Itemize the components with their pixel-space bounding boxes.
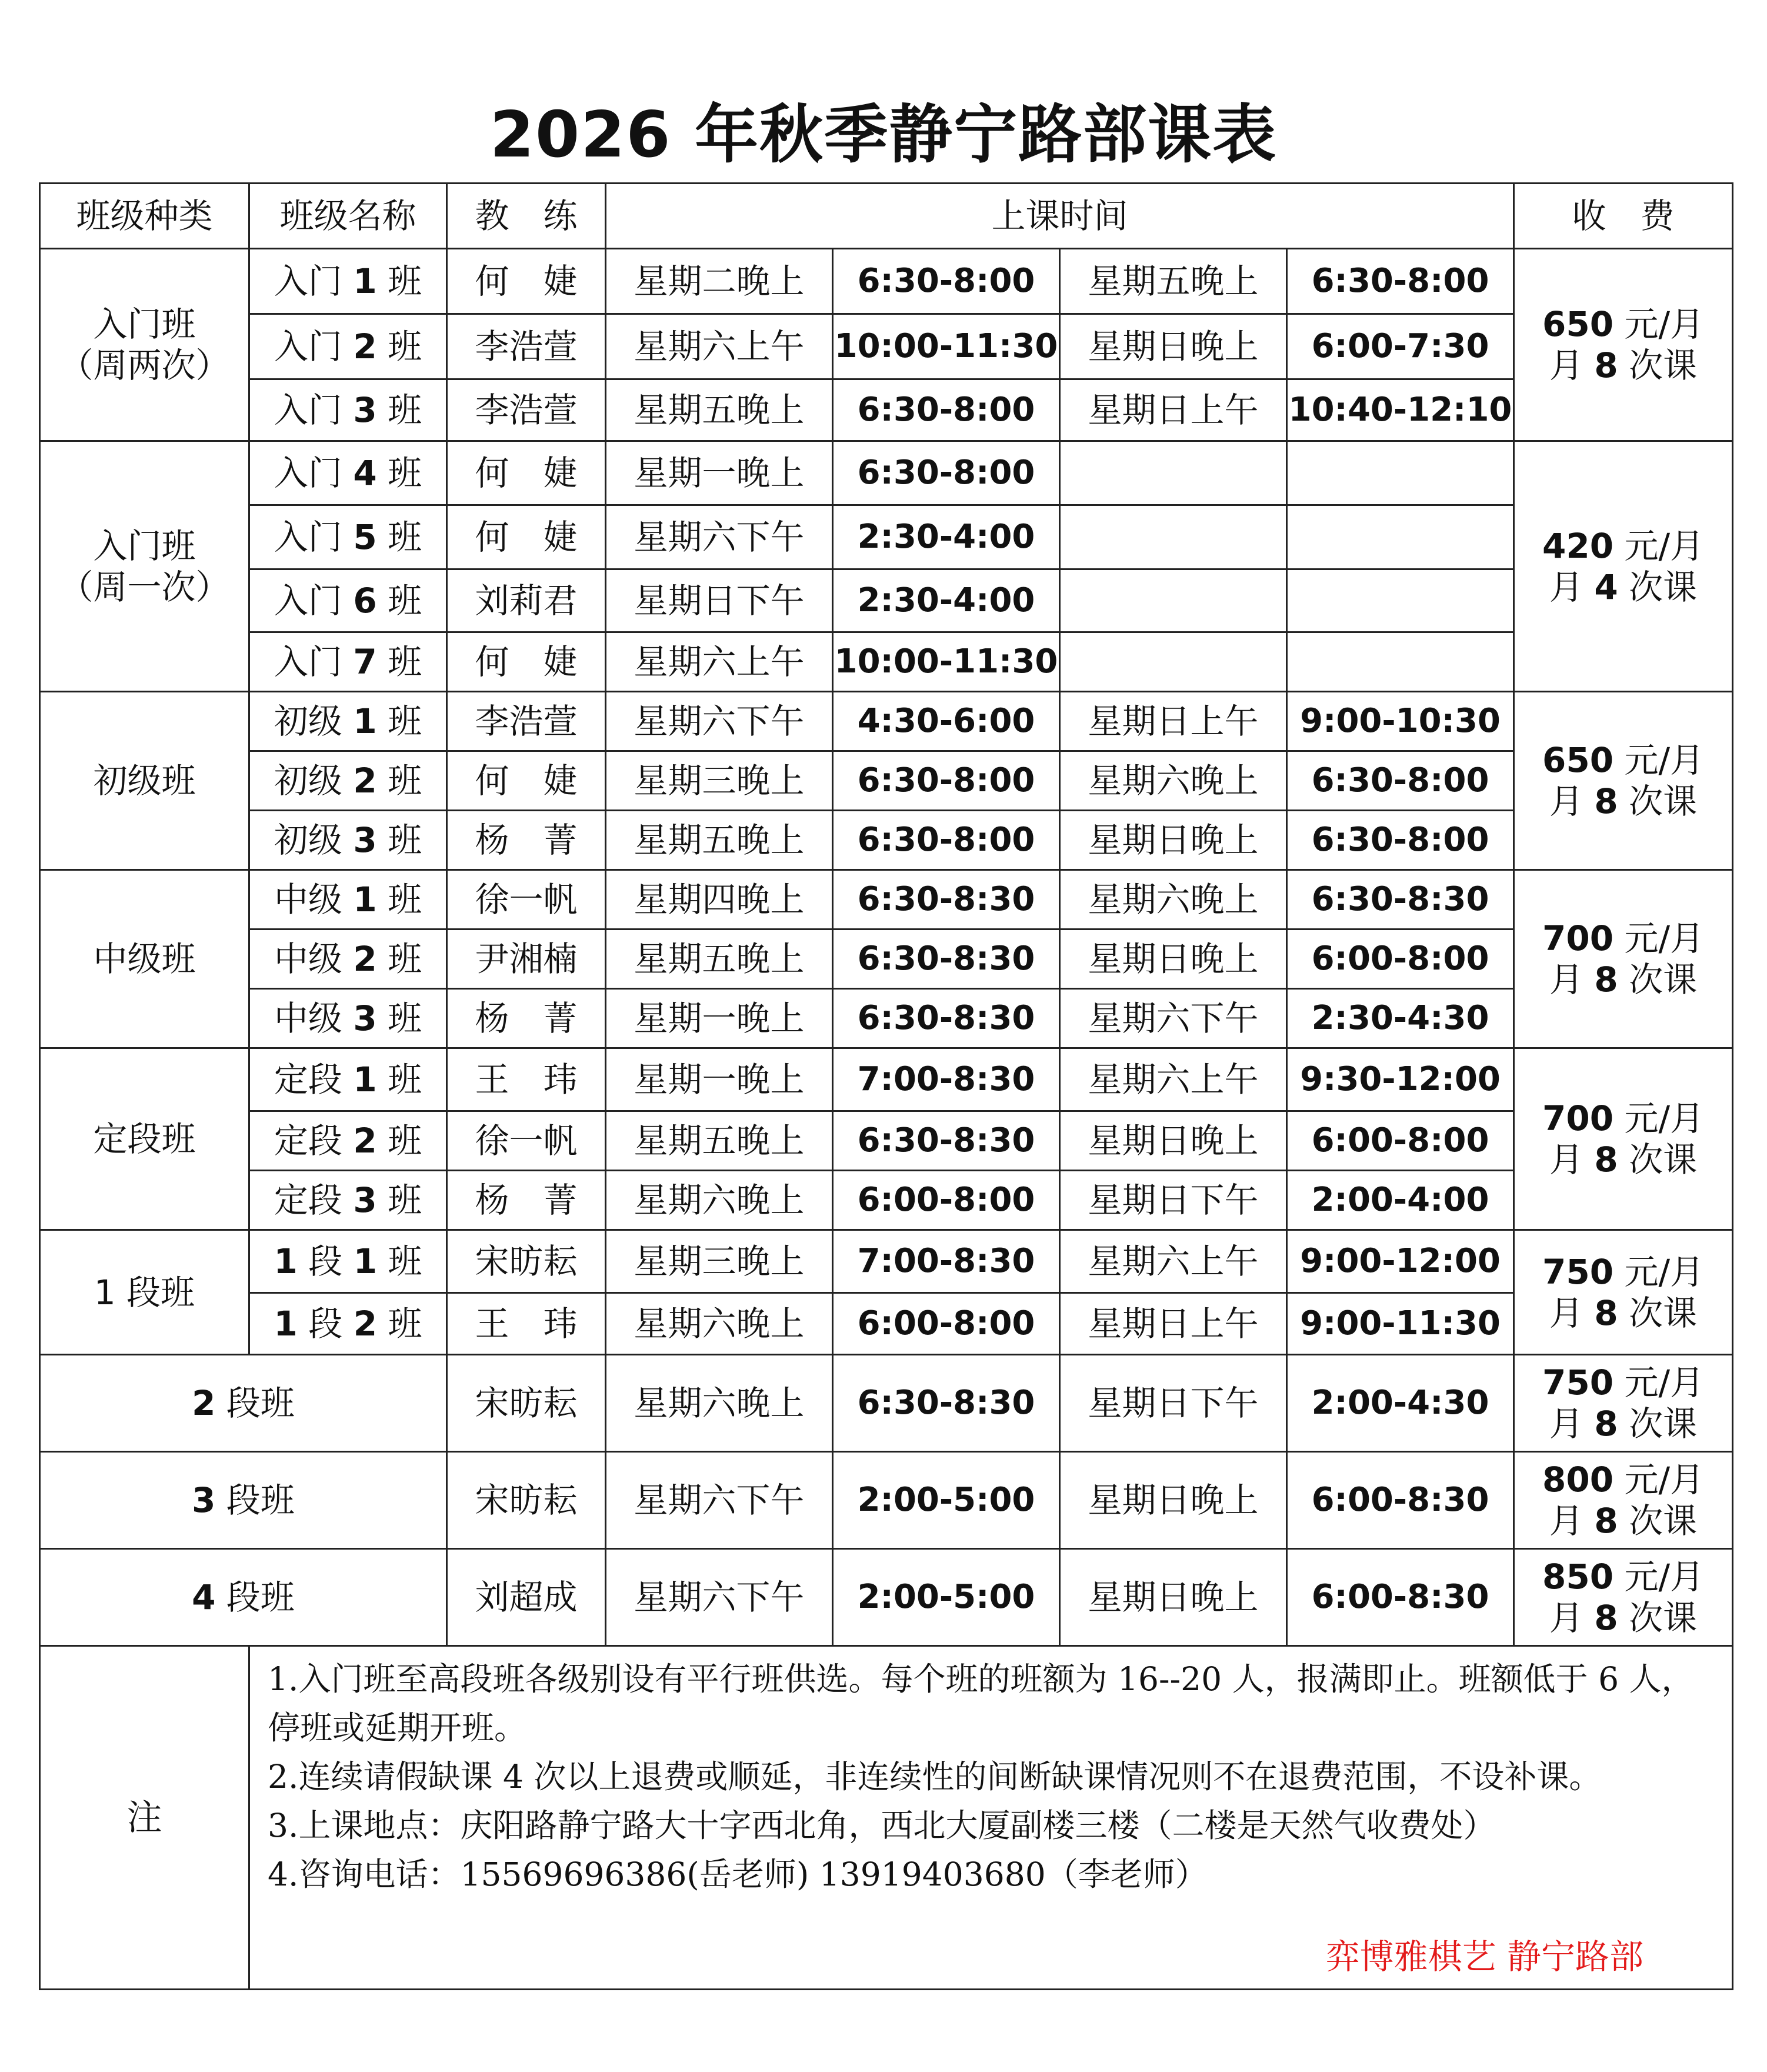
- page-title: 2026 年秋季静宁路部课表: [489, 98, 1278, 172]
- table-row: [40, 379, 1733, 441]
- class-category: [40, 692, 249, 870]
- fee: [1514, 441, 1733, 692]
- day-1: 星期日下午: [606, 569, 833, 632]
- time-1: 2:00-5:00: [833, 1549, 1060, 1646]
- day-2: 星期日上午: [1060, 379, 1287, 441]
- table-row: [40, 1549, 1733, 1646]
- day-1: 星期五晚上: [606, 1111, 833, 1171]
- class-name: 2 段班: [40, 1355, 447, 1452]
- time-2: 2:30-4:30: [1287, 989, 1514, 1048]
- coach: 李浩萱: [447, 379, 606, 441]
- fee-line: 800 元/月: [1542, 1460, 1705, 1500]
- time-2: 9:30-12:00: [1287, 1048, 1514, 1111]
- table-row: [40, 1111, 1733, 1171]
- schedule-table: [39, 182, 1733, 1990]
- time-1: 10:00-11:30: [833, 314, 1060, 379]
- class-name: 中级 3 班: [249, 989, 447, 1048]
- coach: 王 玮: [447, 1048, 606, 1111]
- day-2: 星期日下午: [1060, 1355, 1287, 1452]
- day-2: 星期日晚上: [1060, 1452, 1287, 1549]
- header-time: 上课时间: [606, 184, 1514, 249]
- class-name: 初级 2 班: [249, 751, 447, 811]
- notes-row: [40, 1646, 1733, 1990]
- table-row: [40, 441, 1733, 505]
- day-1: 星期三晚上: [606, 1230, 833, 1293]
- time-2: [1287, 441, 1514, 505]
- category-line: 定段班: [93, 1119, 196, 1159]
- day-2: 星期六上午: [1060, 1048, 1287, 1111]
- day-1: 星期四晚上: [606, 870, 833, 930]
- coach: 王 玮: [447, 1293, 606, 1355]
- coach: 何 婕: [447, 751, 606, 811]
- day-1: 星期五晚上: [606, 379, 833, 441]
- time-1: 6:30-8:30: [833, 1355, 1060, 1452]
- day-1: 星期五晚上: [606, 811, 833, 870]
- coach: 宋昉耘: [447, 1230, 606, 1293]
- day-1: 星期一晚上: [606, 989, 833, 1048]
- time-1: 6:30-8:00: [833, 441, 1060, 505]
- day-1: 星期二晚上: [606, 249, 833, 314]
- day-2: [1060, 505, 1287, 569]
- class-name: 入门 3 班: [249, 379, 447, 441]
- table-row: [40, 1452, 1733, 1549]
- fee: [1514, 692, 1733, 870]
- fee-line: 月 8 次课: [1549, 781, 1698, 821]
- note-item: 1.入门班至高段班各级别设有平行班供选。每个班的班额为 16--20 人，报满即止。班额低于 6 人，停班或延期开班。: [268, 1660, 1694, 1747]
- header-coach: 教 练: [447, 184, 606, 249]
- class-name: 初级 3 班: [249, 811, 447, 870]
- class-name: 中级 1 班: [249, 870, 447, 930]
- time-1: 6:30-8:30: [833, 870, 1060, 930]
- fee-line: 月 8 次课: [1549, 960, 1698, 1000]
- day-1: 星期六上午: [606, 632, 833, 692]
- time-2: 9:00-11:30: [1287, 1293, 1514, 1355]
- fee-line: 月 8 次课: [1549, 1501, 1698, 1541]
- time-2: 6:30-8:30: [1287, 870, 1514, 930]
- time-1: 7:00-8:30: [833, 1230, 1060, 1293]
- day-2: 星期五晚上: [1060, 249, 1287, 314]
- notes-label: 注: [40, 1646, 249, 1990]
- table-row: [40, 751, 1733, 811]
- header-fee: 收 费: [1514, 184, 1733, 249]
- note-item: 4.咨询电话：15569696386(岳老师) 13919403680（李老师）: [268, 1856, 1208, 1893]
- time-2: 2:00-4:30: [1287, 1355, 1514, 1452]
- header-row: [40, 184, 1733, 249]
- category-line: （周两次）: [59, 345, 230, 385]
- day-2: 星期日下午: [1060, 1171, 1287, 1230]
- coach: 何 婕: [447, 441, 606, 505]
- fee-line: 月 8 次课: [1549, 1292, 1698, 1333]
- coach: 李浩萱: [447, 692, 606, 751]
- class-category: [40, 249, 249, 441]
- time-2: 6:00-8:30: [1287, 1452, 1514, 1549]
- fee: [1514, 249, 1733, 441]
- fee: [1514, 1230, 1733, 1355]
- fee: [1514, 1355, 1733, 1452]
- coach: 李浩萱: [447, 314, 606, 379]
- class-name: 中级 2 班: [249, 930, 447, 989]
- day-1: 星期六下午: [606, 1549, 833, 1646]
- fee-line: 750 元/月: [1542, 1251, 1705, 1292]
- table-row: [40, 1230, 1733, 1293]
- table-row: [40, 249, 1733, 314]
- day-1: 星期六下午: [606, 1452, 833, 1549]
- note-item: 3.上课地点：庆阳路静宁路大十字西北角，西北大厦副楼三楼（二楼是天然气收费处）: [268, 1807, 1496, 1844]
- day-2: 星期日晚上: [1060, 1549, 1287, 1646]
- fee-line: 650 元/月: [1542, 740, 1705, 780]
- table-row: [40, 1171, 1733, 1230]
- class-name: 1 段 1 班: [249, 1230, 447, 1293]
- day-2: 星期日晚上: [1060, 811, 1287, 870]
- coach: 徐一帆: [447, 870, 606, 930]
- header-category: 班级种类: [40, 184, 249, 249]
- time-1: 6:00-8:00: [833, 1293, 1060, 1355]
- class-category: [40, 1230, 249, 1355]
- table-row: [40, 1048, 1733, 1111]
- fee-line: 700 元/月: [1542, 918, 1705, 958]
- category-line: 入门班: [93, 525, 196, 566]
- time-1: 6:30-8:00: [833, 811, 1060, 870]
- fee: [1514, 1048, 1733, 1230]
- time-2: 6:00-8:00: [1287, 930, 1514, 989]
- class-name: 初级 1 班: [249, 692, 447, 751]
- table-row: [40, 870, 1733, 930]
- day-2: 星期六上午: [1060, 1230, 1287, 1293]
- category-line: 中级班: [93, 939, 196, 979]
- fee-line: 750 元/月: [1542, 1363, 1705, 1403]
- fee-line: 650 元/月: [1542, 304, 1705, 344]
- day-1: 星期六晚上: [606, 1355, 833, 1452]
- fee: [1514, 1452, 1733, 1549]
- category-line: （周一次）: [59, 567, 230, 607]
- schedule-body: [40, 249, 1733, 1990]
- coach: 宋昉耘: [447, 1452, 606, 1549]
- fee: [1514, 870, 1733, 1048]
- fee-line: 月 4 次课: [1549, 567, 1698, 607]
- day-2: 星期日上午: [1060, 1293, 1287, 1355]
- table-row: [40, 989, 1733, 1048]
- time-2: 2:00-4:00: [1287, 1171, 1514, 1230]
- class-name: 4 段班: [40, 1549, 447, 1646]
- day-1: 星期一晚上: [606, 1048, 833, 1111]
- day-1: 星期六下午: [606, 692, 833, 751]
- day-2: 星期六晚上: [1060, 870, 1287, 930]
- time-2: 6:30-8:00: [1287, 249, 1514, 314]
- time-1: 6:30-8:30: [833, 930, 1060, 989]
- day-1: 星期五晚上: [606, 930, 833, 989]
- coach: 何 婕: [447, 249, 606, 314]
- time-1: 10:00-11:30: [833, 632, 1060, 692]
- table-row: [40, 505, 1733, 569]
- coach: 何 婕: [447, 632, 606, 692]
- signature: 弈博雅棋艺 静宁路部: [1325, 1937, 1644, 1977]
- coach: 刘莉君: [447, 569, 606, 632]
- day-1: 星期一晚上: [606, 441, 833, 505]
- time-2: 6:30-8:00: [1287, 751, 1514, 811]
- time-2: 9:00-12:00: [1287, 1230, 1514, 1293]
- fee-line: 850 元/月: [1542, 1557, 1705, 1597]
- table-row: [40, 692, 1733, 751]
- coach: 杨 菁: [447, 1171, 606, 1230]
- class-name: 定段 2 班: [249, 1111, 447, 1171]
- day-2: 星期六晚上: [1060, 751, 1287, 811]
- time-2: 6:30-8:00: [1287, 811, 1514, 870]
- time-2: [1287, 505, 1514, 569]
- class-name: 入门 6 班: [249, 569, 447, 632]
- time-1: 6:30-8:30: [833, 989, 1060, 1048]
- coach: 杨 菁: [447, 989, 606, 1048]
- day-2: 星期日晚上: [1060, 930, 1287, 989]
- class-name: 1 段 2 班: [249, 1293, 447, 1355]
- time-2: [1287, 632, 1514, 692]
- fee-line: 月 8 次课: [1549, 1140, 1698, 1180]
- category-line: 1 段班: [94, 1272, 195, 1313]
- fee: [1514, 1549, 1733, 1646]
- coach: 杨 菁: [447, 811, 606, 870]
- time-1: 2:30-4:00: [833, 569, 1060, 632]
- day-2: [1060, 569, 1287, 632]
- day-1: 星期六晚上: [606, 1171, 833, 1230]
- fee-line: 月 8 次课: [1549, 1404, 1698, 1444]
- header-class-name: 班级名称: [249, 184, 447, 249]
- day-1: 星期六下午: [606, 505, 833, 569]
- table-row: [40, 314, 1733, 379]
- class-name: 入门 4 班: [249, 441, 447, 505]
- notes-content: [249, 1646, 1733, 1990]
- note-item: 2.连续请假缺课 4 次以上退费或顺延，非连续性的间断缺课情况则不在退费范围，不设补课。: [268, 1758, 1602, 1795]
- time-2: 9:00-10:30: [1287, 692, 1514, 751]
- day-1: 星期三晚上: [606, 751, 833, 811]
- table-row: [40, 632, 1733, 692]
- class-category: [40, 1048, 249, 1230]
- class-name: 入门 7 班: [249, 632, 447, 692]
- table-row: [40, 811, 1733, 870]
- time-1: 6:00-8:00: [833, 1171, 1060, 1230]
- time-1: 2:00-5:00: [833, 1452, 1060, 1549]
- time-2: 10:40-12:10: [1287, 379, 1514, 441]
- day-2: [1060, 441, 1287, 505]
- class-name: 入门 1 班: [249, 249, 447, 314]
- time-2: 6:00-8:00: [1287, 1111, 1514, 1171]
- category-line: 入门班: [93, 304, 196, 344]
- table-row: [40, 1355, 1733, 1452]
- day-2: 星期六下午: [1060, 989, 1287, 1048]
- class-name: 3 段班: [40, 1452, 447, 1549]
- time-1: 6:30-8:00: [833, 249, 1060, 314]
- day-2: [1060, 632, 1287, 692]
- class-category: [40, 441, 249, 692]
- coach: 尹湘楠: [447, 930, 606, 989]
- coach: 何 婕: [447, 505, 606, 569]
- day-2: 星期日上午: [1060, 692, 1287, 751]
- fee-line: 月 8 次课: [1549, 345, 1698, 385]
- fee-line: 月 8 次课: [1549, 1598, 1698, 1638]
- fee-line: 420 元/月: [1542, 525, 1705, 566]
- coach: 徐一帆: [447, 1111, 606, 1171]
- category-line: 初级班: [93, 761, 196, 801]
- day-1: 星期六晚上: [606, 1293, 833, 1355]
- time-1: 6:30-8:30: [833, 1111, 1060, 1171]
- table-row: [40, 569, 1733, 632]
- time-1: 7:00-8:30: [833, 1048, 1060, 1111]
- time-1: 2:30-4:00: [833, 505, 1060, 569]
- coach: 宋昉耘: [447, 1355, 606, 1452]
- time-1: 6:30-8:00: [833, 751, 1060, 811]
- day-2: 星期日晚上: [1060, 1111, 1287, 1171]
- class-name: 入门 2 班: [249, 314, 447, 379]
- time-2: 6:00-7:30: [1287, 314, 1514, 379]
- class-name: 定段 3 班: [249, 1171, 447, 1230]
- day-2: 星期日晚上: [1060, 314, 1287, 379]
- time-1: 6:30-8:00: [833, 379, 1060, 441]
- table-row: [40, 1293, 1733, 1355]
- table-row: [40, 930, 1733, 989]
- time-2: [1287, 569, 1514, 632]
- day-1: 星期六上午: [606, 314, 833, 379]
- class-category: [40, 870, 249, 1048]
- fee-line: 700 元/月: [1542, 1098, 1705, 1138]
- time-2: 6:00-8:30: [1287, 1549, 1514, 1646]
- class-name: 入门 5 班: [249, 505, 447, 569]
- coach: 刘超成: [447, 1549, 606, 1646]
- time-1: 4:30-6:00: [833, 692, 1060, 751]
- class-name: 定段 1 班: [249, 1048, 447, 1111]
